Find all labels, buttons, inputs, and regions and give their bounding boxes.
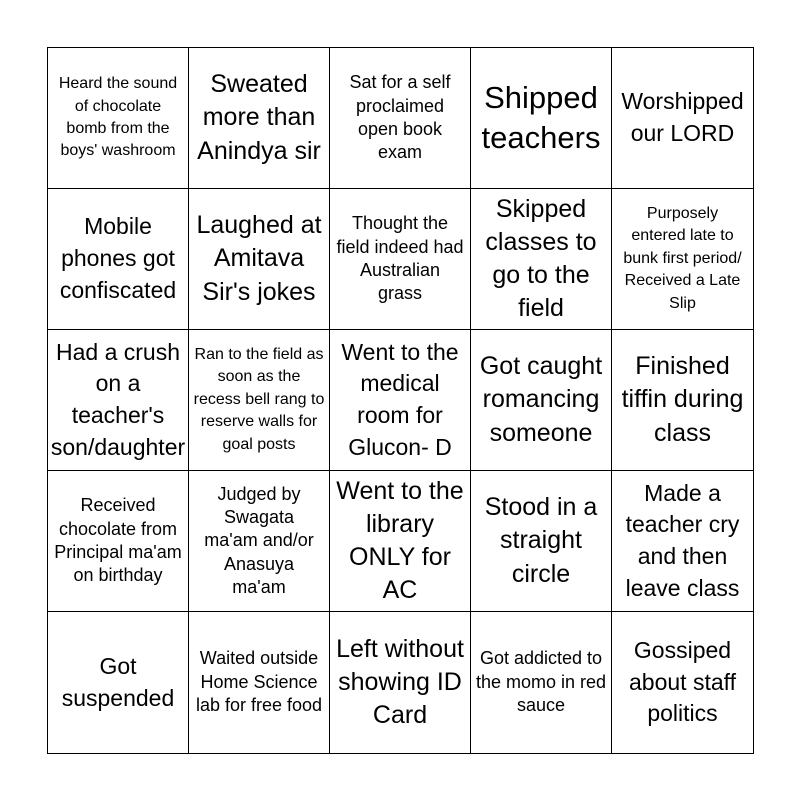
bingo-cell-7[interactable] bbox=[189, 189, 330, 330]
bingo-cell-text: Finished tiffin during class bbox=[621, 352, 744, 447]
bingo-cell-6[interactable] bbox=[48, 189, 189, 330]
bingo-cell-22[interactable] bbox=[189, 612, 330, 753]
bingo-cell-24[interactable] bbox=[471, 612, 612, 753]
bingo-board bbox=[47, 47, 754, 754]
bingo-cell-text: Left without showing ID Card bbox=[336, 634, 464, 730]
bingo-cell-text: Laughed at Amitava Sir's jokes bbox=[196, 211, 322, 306]
bingo-cell-2[interactable] bbox=[189, 48, 330, 189]
bingo-cell-text: Mobile phones got confiscated bbox=[59, 213, 177, 303]
bingo-cell-text: Worshipped our LORD bbox=[621, 88, 744, 146]
bingo-cell-4[interactable] bbox=[471, 48, 612, 189]
bingo-cell-text: Had a crush on a teacher's son/daughter bbox=[50, 338, 186, 460]
bingo-cell-13[interactable] bbox=[330, 330, 471, 471]
bingo-cell-text: Waited outside Home Science lab for free food bbox=[195, 648, 323, 716]
bingo-cell-text: Gossiped about staff politics bbox=[629, 636, 736, 727]
bingo-cell-text: Ran to the field as soon as the recess bell rang to reserve walls for goal posts bbox=[193, 346, 325, 453]
bingo-cell-10[interactable] bbox=[612, 189, 753, 330]
bingo-cell-1[interactable] bbox=[48, 48, 189, 189]
bingo-cell-text: Thought the field indeed had Australian grass bbox=[336, 213, 464, 304]
bingo-cell-18[interactable] bbox=[330, 471, 471, 612]
bingo-cell-23[interactable] bbox=[330, 612, 471, 753]
bingo-cell-16[interactable] bbox=[48, 471, 189, 612]
bingo-cell-8[interactable] bbox=[330, 189, 471, 330]
bingo-cell-12[interactable] bbox=[189, 330, 330, 471]
bingo-cell-text: Sat for a self proclaimed open book exam bbox=[349, 72, 451, 163]
bingo-cell-text: Got caught romancing someone bbox=[479, 352, 603, 447]
bingo-cell-text: Got addicted to the momo in red sauce bbox=[475, 648, 607, 716]
bingo-cell-20[interactable] bbox=[612, 471, 753, 612]
bingo-cell-17[interactable] bbox=[189, 471, 330, 612]
bingo-cell-14[interactable] bbox=[471, 330, 612, 471]
bingo-cell-15[interactable] bbox=[612, 330, 753, 471]
bingo-cell-9[interactable] bbox=[471, 189, 612, 330]
bingo-cell-19[interactable] bbox=[471, 471, 612, 612]
bingo-cell-11[interactable] bbox=[48, 330, 189, 471]
bingo-cell-text: Judged by Swagata ma'am and/or Anasuya ma'am bbox=[204, 483, 314, 598]
bingo-cell-3[interactable] bbox=[330, 48, 471, 189]
bingo-cell-21[interactable] bbox=[48, 612, 189, 753]
bingo-cell-text: Went to the library ONLY for AC bbox=[336, 476, 464, 605]
bingo-cell-5[interactable] bbox=[612, 48, 753, 189]
bingo-cell-25[interactable] bbox=[612, 612, 753, 753]
bingo-cell-text: Got suspended bbox=[61, 652, 175, 711]
bingo-cell-text: Sweated more than Anindya sir bbox=[197, 70, 321, 165]
bingo-cell-text: Stood in a straight circle bbox=[484, 493, 598, 588]
bingo-cell-text: Purposely entered late to bunk first period/ Received a Late Slip bbox=[623, 205, 742, 312]
bingo-cell-text: Heard the sound of chocolate bomb from the boys' washroom bbox=[58, 75, 178, 160]
bingo-cell-text: Made a teacher cry and then leave class bbox=[625, 479, 740, 601]
bingo-cell-text: Went to the medical room for Glucon- D bbox=[341, 338, 459, 460]
bingo-cell-text: Shipped teachers bbox=[481, 79, 601, 155]
bingo-cell-text: Received chocolate from Principal ma'am on birthday bbox=[54, 495, 182, 586]
bingo-cell-text: Skipped classes to go to the field bbox=[485, 194, 597, 323]
